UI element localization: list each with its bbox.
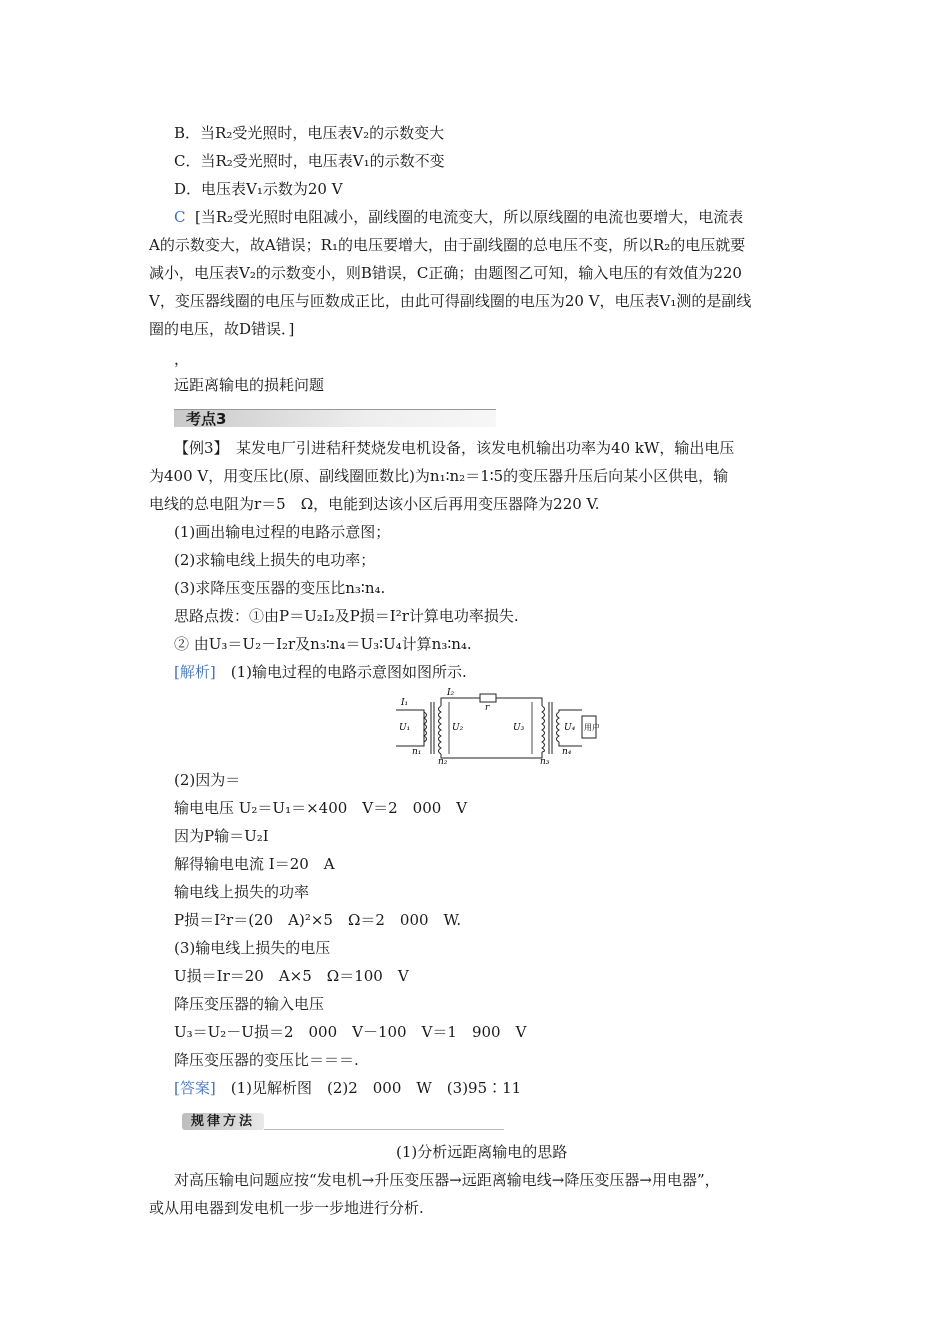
option-d: D．电压表V₁示数为20 V bbox=[174, 180, 343, 198]
explanation-line-4: V，变压器线圈的电压与匝数成正比，由此可得副线圈的电压为20 V，电压表V₁测的是副线 bbox=[149, 292, 752, 310]
explanation-line-2: A的示数变大，故A错误；R₁的电压要增大，由于副线圈的总电压不变，所以R₂的电压就要 bbox=[149, 236, 746, 254]
label-i2: I₂ bbox=[447, 688, 455, 698]
example-line-1: 【例3】 某发电厂引进秸秆焚烧发电机设备，该发电机输出功率为40 kW，输出电压 bbox=[174, 439, 735, 457]
label-r: r bbox=[485, 703, 490, 713]
label-n1: n₁ bbox=[412, 747, 422, 757]
label-u1: U₁ bbox=[399, 723, 411, 733]
explanation-line-5: 圈的电压，故D错误．] bbox=[149, 320, 295, 338]
label-n4: n₄ bbox=[562, 747, 572, 757]
step2-d: 解得输电电流 I＝20 A bbox=[174, 855, 335, 873]
label-n3: n₃ bbox=[540, 757, 550, 766]
step3-c: 降压变压器的输入电压 bbox=[174, 995, 325, 1013]
example-line-3: 电线的总电阻为r＝5 Ω，电能到达该小区后再用变压器降为220 V. bbox=[149, 495, 600, 513]
method-heading: (1)分析远距离输电的思路 bbox=[396, 1143, 568, 1161]
step2-c: 因为P输＝U₂I bbox=[174, 827, 269, 845]
question-3: (3)求降压变压器的变压比n₃∶n₄. bbox=[174, 579, 386, 597]
label-i1: I₁ bbox=[401, 698, 409, 708]
step2-e: 输电线上损失的功率 bbox=[174, 883, 310, 901]
transmission-circuit-diagram bbox=[392, 688, 602, 766]
step3-d: U₃＝U₂－U损＝2 000 V－100 V＝1 900 V bbox=[174, 1023, 527, 1041]
step2-f: P损＝I²r＝(20 A)²×5 Ω＝2 000 W. bbox=[174, 911, 462, 929]
method-line-2: 或从用电器到发电机一步一步地进行分析. bbox=[149, 1199, 424, 1217]
analysis-tag: [解析] bbox=[174, 663, 216, 681]
analysis-text-1: (1)输电过程的电路示意图如图所示. bbox=[215, 663, 467, 681]
answer-text: (1)见解析图 (2)2 000 W (3)95∶11 bbox=[215, 1079, 522, 1097]
hint-1: 思路点拨：①由P＝U₂I₂及P损＝I²r计算电功率损失. bbox=[174, 607, 519, 625]
explanation-text-1: [当R₂受光照时电阻减小，副线圈的电流变大，所以原线圈的电流也要增大，电流表 bbox=[195, 208, 744, 226]
step2-b: 输电电压 U₂＝U₁＝×400 V＝2 000 V bbox=[174, 799, 468, 817]
question-2: (2)求输电线上损失的电功率； bbox=[174, 551, 376, 569]
answer-letter: C bbox=[174, 208, 186, 226]
step3-b: U损＝Ir＝20 A×5 Ω＝100 V bbox=[174, 967, 409, 985]
label-user: 用户 bbox=[584, 723, 600, 732]
analysis-line-1 bbox=[174, 662, 467, 682]
method-line-1: 对高压输电问题应按“发电机→升压变压器→远距离输电线→降压变压器→用电器”， bbox=[174, 1171, 720, 1189]
answer-tag: [答案] bbox=[174, 1079, 216, 1097]
option-b: B．当R₂受光照时，电压表V₂的示数变大 bbox=[174, 124, 445, 142]
step2-a: (2)因为＝ bbox=[174, 771, 241, 789]
hint-2: ② 由U₃＝U₂－I₂r及n₃∶n₄＝U₃∶U₄计算n₃∶n₄. bbox=[174, 635, 472, 653]
explanation-line-1 bbox=[174, 207, 743, 227]
label-n2: n₂ bbox=[438, 757, 448, 766]
step3-e: 降压变压器的变压比＝＝＝. bbox=[174, 1051, 359, 1069]
comma-mark: ， bbox=[174, 350, 190, 368]
kaodian-label: 考点3 bbox=[186, 410, 227, 428]
label-u2: U₂ bbox=[452, 723, 464, 733]
step3-a: (3)输电线上损失的电压 bbox=[174, 939, 331, 957]
method-tag: 规律方法 bbox=[182, 1113, 264, 1130]
example-line-2: 为400 V，用变压比(原、副线圈匝数比)为n₁∶n₂＝1∶5的变压器升压后向某小区供电，输 bbox=[149, 467, 729, 485]
section-title: 远距离输电的损耗问题 bbox=[174, 376, 325, 394]
label-u4: U₄ bbox=[564, 723, 576, 733]
answer-line bbox=[174, 1078, 521, 1098]
option-c: C．当R₂受光照时，电压表V₁的示数不变 bbox=[174, 152, 445, 170]
method-divider bbox=[264, 1129, 504, 1130]
label-u3: U₃ bbox=[513, 723, 525, 733]
question-1: (1)画出输电过程的电路示意图； bbox=[174, 523, 391, 541]
explanation-line-3: 减小，电压表V₂的示数变小，则B错误，C正确；由题图乙可知，输入电压的有效值为220 bbox=[149, 264, 742, 282]
